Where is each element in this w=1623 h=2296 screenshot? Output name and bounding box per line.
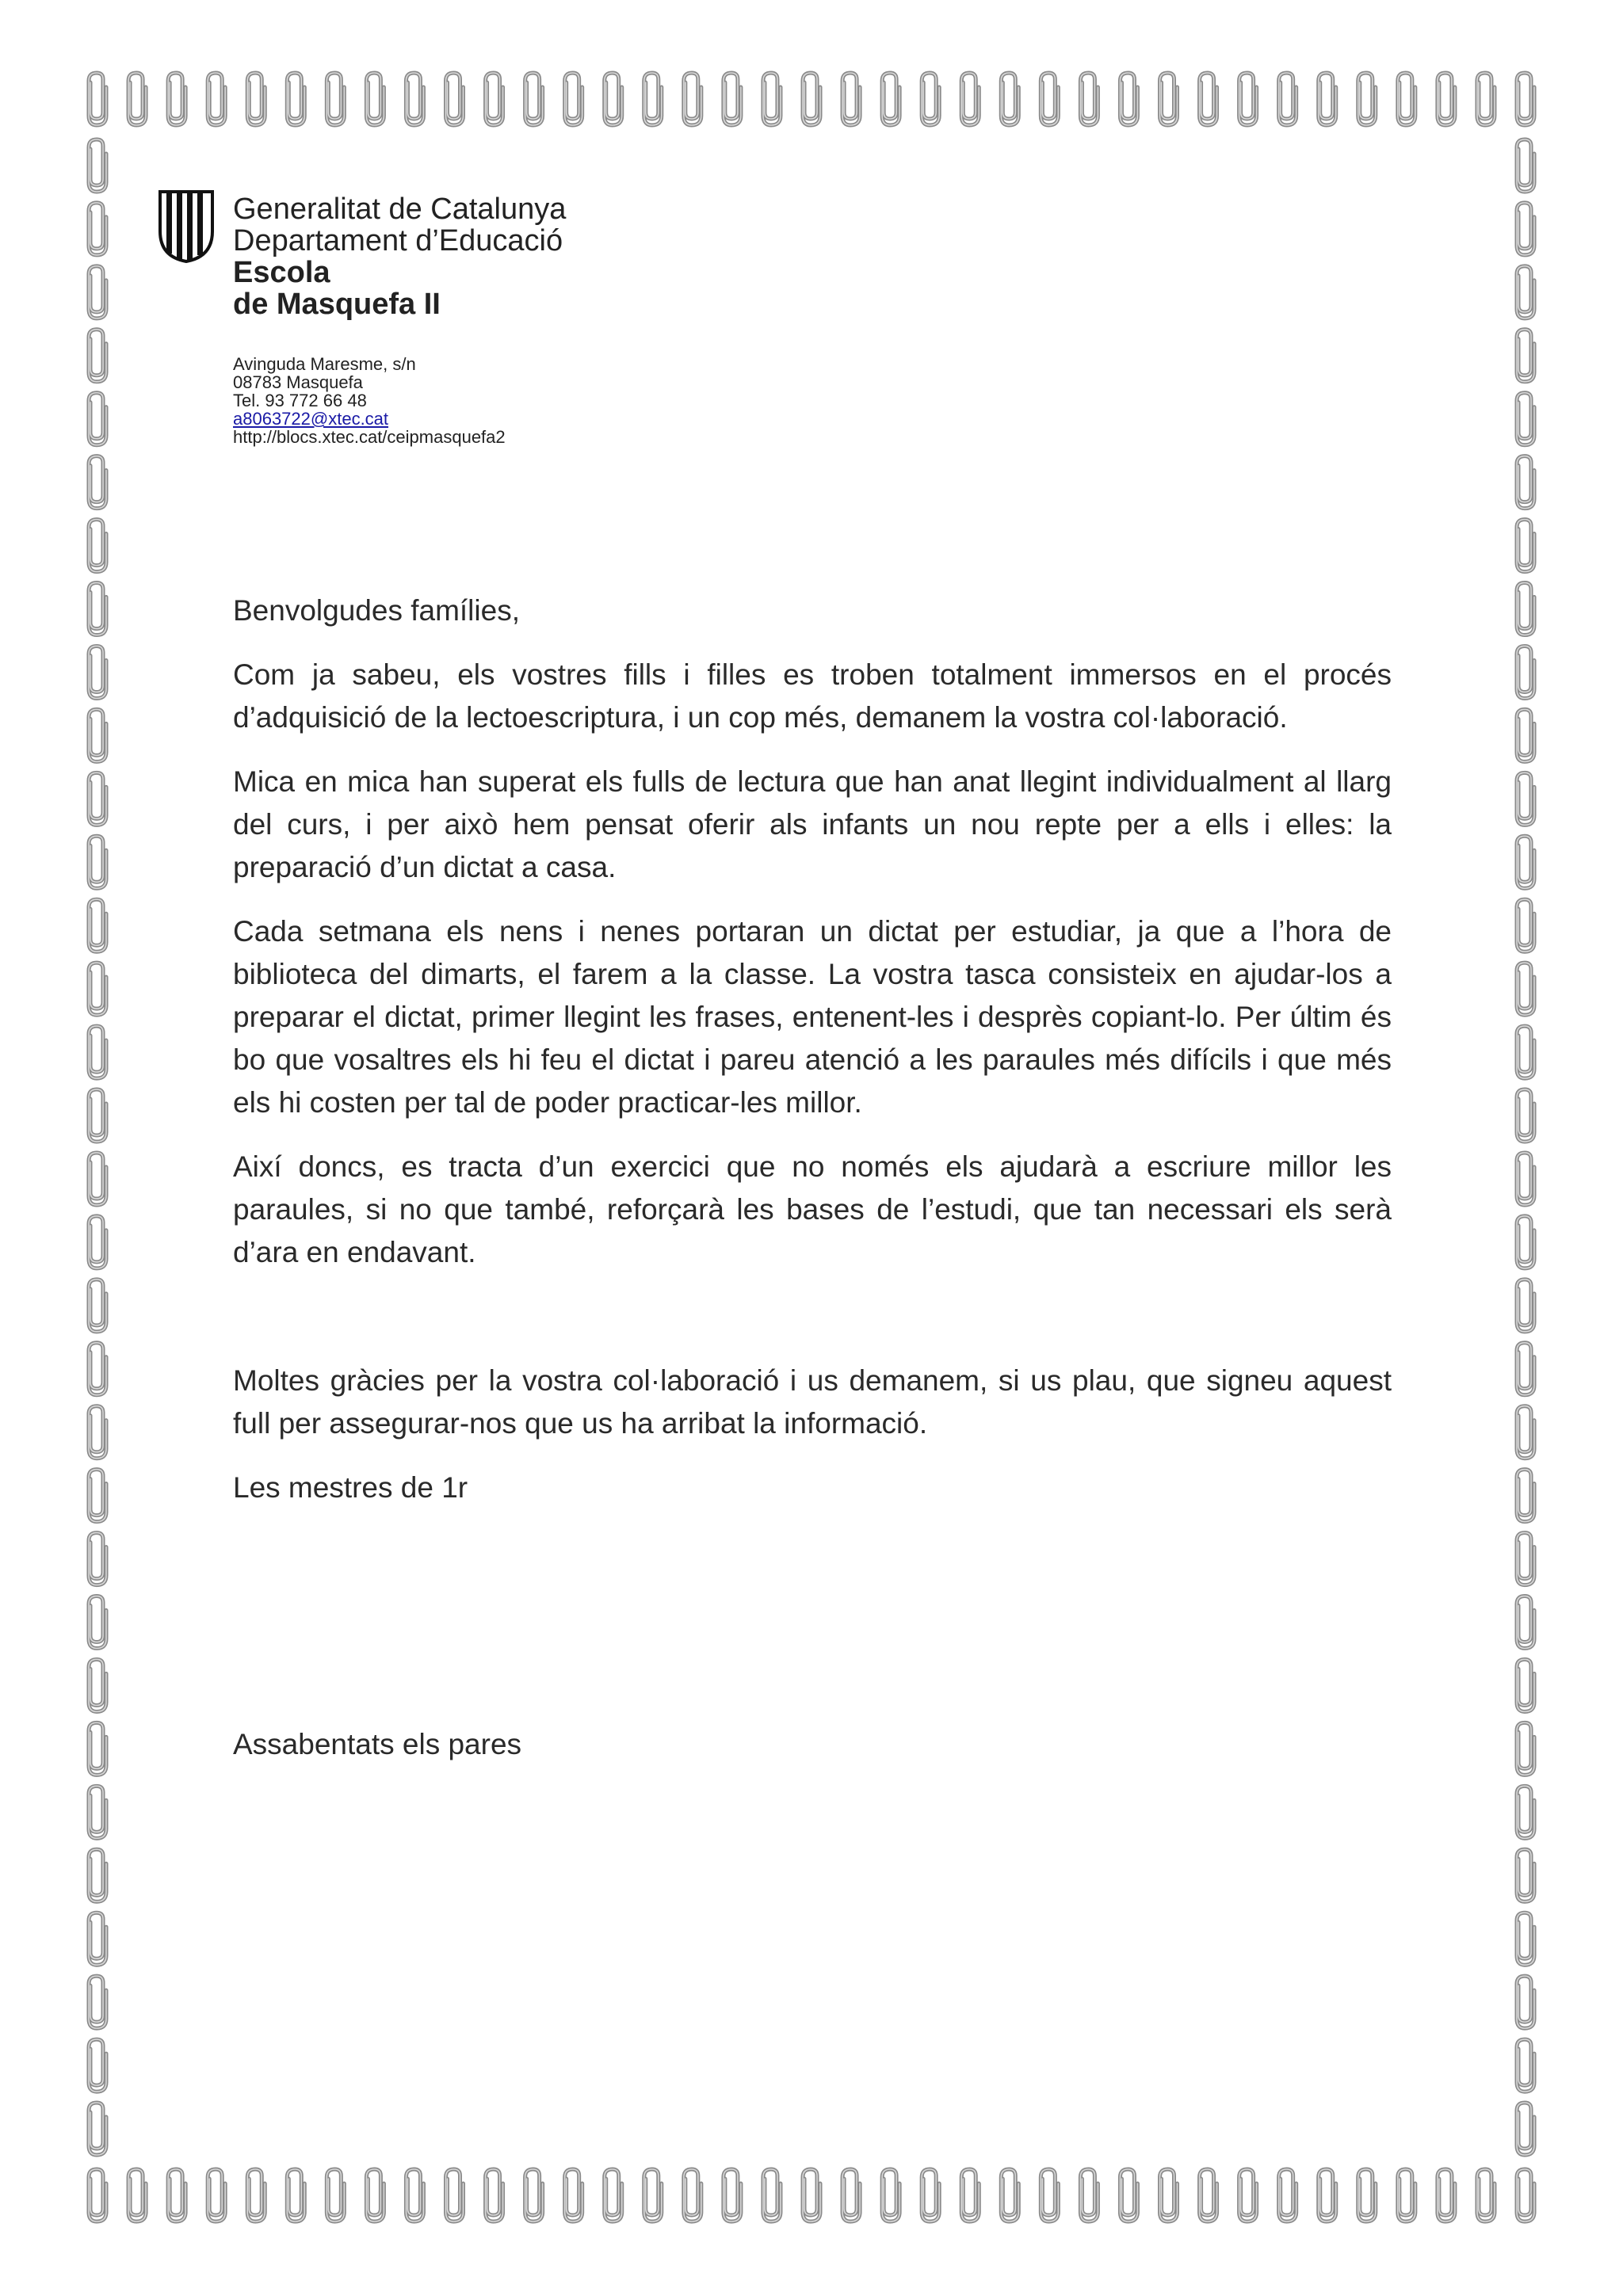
paperclip-icon <box>89 2169 106 2222</box>
paperclip-icon <box>565 73 582 125</box>
paragraph-4: Així doncs, es tracta d’un exercici que no només els ajudarà a escriure millor les paraules, si no que també, reforçarà les bases de l’estudi, que tan necessari els serà d’ara en endavant. <box>233 1150 1392 1268</box>
paperclip-icon <box>1517 1976 1534 2028</box>
greeting: Benvolgudes famílies, <box>233 594 520 627</box>
paperclip-icon <box>89 772 106 825</box>
paperclip-icon <box>1080 73 1098 125</box>
paperclip-icon <box>89 1153 106 1205</box>
paperclip-icon <box>89 1470 106 1522</box>
paperclip-icon <box>89 1596 106 1649</box>
paperclip-icon <box>1517 330 1534 382</box>
paperclip-icon <box>1517 709 1534 761</box>
paperclip-icon <box>1120 73 1137 125</box>
paperclip-icon <box>1279 73 1296 125</box>
paperclip-icon <box>89 266 106 318</box>
paperclip-icon <box>1001 73 1018 125</box>
paperclip-icon <box>1517 1913 1534 1965</box>
paperclip-icon <box>327 2169 344 2222</box>
paperclip-icon <box>1517 266 1534 318</box>
paperclip-icon <box>1517 73 1534 125</box>
paperclip-icon <box>1358 2169 1376 2222</box>
paperclip-icon <box>1358 73 1376 125</box>
paperclip-icon <box>684 73 701 125</box>
paperclip-icon <box>89 1849 106 1901</box>
paperclip-icon <box>89 203 106 255</box>
paperclip-icon <box>1517 1786 1534 1838</box>
paperclip-icon <box>1517 456 1534 509</box>
paperclip-icon <box>1517 1722 1534 1775</box>
paperclip-icon <box>89 1406 106 1459</box>
school-name-line1: Escola <box>233 256 330 289</box>
paperclip-icon <box>1160 2169 1178 2222</box>
paperclip-icon <box>961 73 979 125</box>
paperclip-icon <box>89 520 106 572</box>
letter-body <box>233 589 1392 1766</box>
paperclip-icon <box>446 2169 464 2222</box>
paperclip-icon <box>1279 2169 1296 2222</box>
paperclip-icon <box>446 73 464 125</box>
paperclip-icon <box>89 1659 106 1711</box>
paperclip-icon <box>89 899 106 952</box>
paperclip-icon <box>525 73 543 125</box>
paperclip-icon <box>89 963 106 1015</box>
paperclip-icon <box>89 2103 106 2155</box>
paperclip-icon <box>327 73 344 125</box>
paperclip-icon <box>208 73 225 125</box>
paperclip-icon <box>1041 2169 1058 2222</box>
paperclip-icon <box>89 330 106 382</box>
paperclip-icon <box>486 2169 503 2222</box>
paperclip-icon <box>803 2169 820 2222</box>
paperclip-icon <box>406 2169 423 2222</box>
paperclip-icon <box>1517 203 1534 255</box>
paperclip-icon <box>1477 2169 1495 2222</box>
paperclip-icon <box>763 73 781 125</box>
paperclip-icon <box>1517 646 1534 698</box>
parents-acknowledgement: Assabentats els pares <box>233 1728 522 1760</box>
paperclip-icon <box>89 1722 106 1775</box>
paperclip-icon <box>565 2169 582 2222</box>
paperclip-icon <box>1398 73 1415 125</box>
paperclip-icon <box>89 393 106 445</box>
paperclip-icon <box>168 2169 185 2222</box>
paperclip-icon <box>842 2169 860 2222</box>
paragraph-1: Com ja sabeu, els vostres fills i filles es troben totalment immersos en el procés d’adquisició de la lectoescriptura, i un cop més, demanem la vostra col·laboració. <box>233 658 1392 734</box>
paperclip-icon <box>1517 899 1534 952</box>
paperclip-icon <box>247 73 265 125</box>
paperclip-icon <box>89 1343 106 1395</box>
contact-block <box>233 355 566 446</box>
paperclip-icon <box>1517 1849 1534 1901</box>
paperclip-icon <box>1200 2169 1217 2222</box>
paperclip-icon <box>89 139 106 192</box>
org-name: Generalitat de Catalunya <box>233 193 567 226</box>
postal-code: 08783 Masquefa <box>233 372 363 392</box>
paperclip-icon <box>89 1533 106 1585</box>
paperclip-icon <box>486 73 503 125</box>
paperclip-icon <box>1517 2169 1534 2222</box>
paperclip-icon <box>1517 520 1534 572</box>
thanks-paragraph: Moltes gràcies per la vostra col·laboració i us demanem, si us plau, que signeu aquest full per assegurar-nos que us ha arribat la informació. <box>233 1364 1392 1440</box>
paperclip-icon <box>1517 2039 1534 2092</box>
paperclip-icon <box>724 2169 741 2222</box>
paperclip-icon <box>1517 1153 1534 1205</box>
paragraph-3: Cada setmana els nens i nenes portaran un dictat per estudiar, ja que a l’hora de biblioteca del dimarts, el farem a la classe. La vostra tasca consisteix en ajudar-los a preparar el dictat, primer llegint les frases, entenent-les i desprès copiant-lo. Per últim és bo que vosaltres els hi feu el dictat i pareu atenció a les paraules més difícils i que més els hi costen per tal de poder practicar-les millor. <box>233 915 1392 1119</box>
paperclip-icon <box>1517 1596 1534 1649</box>
website-url: http://blocs.xtec.cat/ceipmasquefa2 <box>233 427 506 447</box>
paperclip-icon <box>168 73 185 125</box>
paperclip-icon <box>763 2169 781 2222</box>
paperclip-icon <box>1517 772 1534 825</box>
email-link[interactable]: a8063722@xtec.cat <box>233 409 389 429</box>
paperclip-icon <box>644 73 662 125</box>
paperclip-icon <box>1517 2103 1534 2155</box>
paperclip-icon <box>724 73 741 125</box>
paperclip-icon <box>1438 73 1455 125</box>
paperclip-icon <box>842 73 860 125</box>
paperclip-icon <box>89 646 106 698</box>
paperclip-icon <box>128 73 146 125</box>
paperclip-icon <box>287 2169 304 2222</box>
paperclip-icon <box>247 2169 265 2222</box>
paperclip-icon <box>406 73 423 125</box>
paperclip-icon <box>89 836 106 888</box>
paperclip-icon <box>287 73 304 125</box>
paperclip-icon <box>922 73 939 125</box>
paperclip-icon <box>1319 73 1336 125</box>
paperclip-icon <box>605 2169 622 2222</box>
paperclip-icon <box>1517 1343 1534 1395</box>
paperclip-icon <box>89 1280 106 1332</box>
paperclip-icon <box>605 73 622 125</box>
paperclip-icon <box>128 2169 146 2222</box>
paperclip-icon <box>961 2169 979 2222</box>
catalan-senyera-shield-icon <box>157 190 216 263</box>
letterhead <box>233 193 566 446</box>
paperclip-icon <box>89 1026 106 1078</box>
paperclip-icon <box>1200 73 1217 125</box>
paperclip-icon <box>89 583 106 635</box>
paperclip-icon <box>1239 73 1257 125</box>
paperclip-icon <box>1517 1280 1534 1332</box>
paperclip-icon <box>1517 836 1534 888</box>
paperclip-icon <box>1080 2169 1098 2222</box>
paperclip-icon <box>882 2169 899 2222</box>
paperclip-icon <box>882 73 899 125</box>
paperclip-icon <box>89 456 106 509</box>
paperclip-icon <box>366 73 384 125</box>
paperclip-icon <box>89 1089 106 1142</box>
paperclip-icon <box>1041 73 1058 125</box>
paperclip-icon <box>1517 1406 1534 1459</box>
paperclip-icon <box>89 1913 106 1965</box>
paperclip-icon <box>1517 1470 1534 1522</box>
paperclip-icon <box>366 2169 384 2222</box>
paperclip-icon <box>1001 2169 1018 2222</box>
paperclip-icon <box>684 2169 701 2222</box>
paperclip-icon <box>1477 73 1495 125</box>
paperclip-icon <box>1517 1533 1534 1585</box>
paperclip-icon <box>1517 583 1534 635</box>
paperclip-icon <box>803 73 820 125</box>
paperclip-icon <box>1517 139 1534 192</box>
paperclip-icon <box>89 73 106 125</box>
paperclip-icon <box>644 2169 662 2222</box>
paperclip-icon <box>1517 1216 1534 1268</box>
paperclip-icon <box>1517 1659 1534 1711</box>
phone-number: Tel. 93 772 66 48 <box>233 391 367 410</box>
paperclip-icon <box>1517 1089 1534 1142</box>
paperclip-icon <box>1239 2169 1257 2222</box>
school-name-line2: de Masquefa II <box>233 288 441 321</box>
paperclip-icon <box>1438 2169 1455 2222</box>
paperclip-icon <box>525 2169 543 2222</box>
paperclip-icon <box>89 709 106 761</box>
paperclip-icon <box>1160 73 1178 125</box>
paragraph-2: Mica en mica han superat els fulls de lectura que han anat llegint individualment al llarg del curs, i per això hem pensat oferir als infants un nou repte per a ells i elles: la preparació d’un dictat a casa. <box>233 765 1392 883</box>
paperclip-icon <box>89 1216 106 1268</box>
paperclip-icon <box>89 1786 106 1838</box>
paperclip-icon <box>1517 1026 1534 1078</box>
paperclip-icon <box>1517 963 1534 1015</box>
paperclip-icon <box>208 2169 225 2222</box>
paperclip-icon <box>89 2039 106 2092</box>
department-name: Departament d’Educació <box>233 224 563 257</box>
signature: Les mestres de 1r <box>233 1471 468 1504</box>
paperclip-icon <box>1398 2169 1415 2222</box>
paperclip-icon <box>1120 2169 1137 2222</box>
paperclip-icon <box>922 2169 939 2222</box>
address: Avinguda Maresme, s/n <box>233 354 416 374</box>
paperclip-icon <box>1319 2169 1336 2222</box>
paperclip-icon <box>1517 393 1534 445</box>
paperclip-icon <box>89 1976 106 2028</box>
